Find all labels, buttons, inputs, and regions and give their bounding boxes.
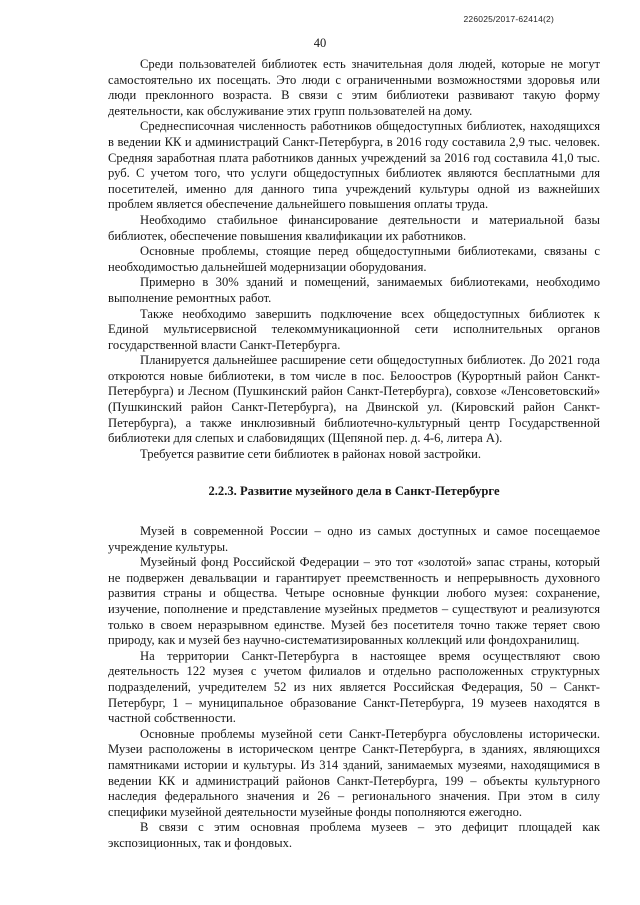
- paragraph: На территории Санкт-Петербурга в настоящее время осуществляют свою деятельность 122 музея с учетом филиалов и отдельно расположенных структурных подразделений, учредителем 52 из них является Российская Федерация, 50 – Санкт-Петербург, 1 – муниципальное образование Санкт-Петербурга, 19 музеев находятся в частной собственности.: [108, 648, 600, 726]
- libraries-section: [108, 57, 600, 462]
- paragraph: Планируется дальнейшее расширение сети общедоступных библиотек. До 2021 года откроются новые библиотеки, в том числе в пос. Белоостров (Курортный район Санкт-Петербурга) и Лесном (Пушкинский район Санкт-Петербурга), совхозе «Ленсоветовский» (Пушкинский район Санкт-Петербурга), на Двинской ул. (Кировский район Санкт-Петербурга), а также инклюзивный библиотечно-культурный центр Государственной библиотеки для слепых и слабовидящих (Щепяной пер. д. 4-6, литера А).: [108, 353, 600, 446]
- paragraph: Музейный фонд Российской Федерации – это тот «золотой» запас страны, который не подвержен девальвации и гарантирует преемственность и непрерывность духовного развития страны и общества. Четыре основные функции любого музея: сохранение, изучение, пополнение и представление музейных предметов – существуют и реализуются только в своем неразрывном единстве. Музей без посетителя точно также теряет свою природу, как и музей без научно-систематизированных коллекций или фондохранилищ.: [108, 555, 600, 648]
- paragraph: Примерно в 30% зданий и помещений, занимаемых библиотеками, необходимо выполнение ремонтных работ.: [108, 275, 600, 305]
- paragraph: Музей в современной России – одно из самых доступных и самое посещаемое учреждение культуры.: [108, 524, 600, 554]
- paragraph: Среднесписочная численность работников общедоступных библиотек, находящихся в ведении КК и администраций Санкт-Петербурга, в 2016 году составила 2,9 тыс. человек. Средняя заработная плата работников данных учреждений за 2016 год составила 41,0 тыс. руб. С учетом того, что услуги общедоступных библиотек являются бесплатными для посетителей, именно для данного типа учреждений культуры одной из важнейших проблем является обеспечение дальнейшего повышения оплаты труда.: [108, 119, 600, 212]
- page-content: [108, 57, 600, 852]
- section-heading: 2.2.3. Развитие музейного дела в Санкт-Петербурге: [208, 484, 500, 499]
- paragraph: Требуется развитие сети библиотек в районах новой застройки.: [140, 446, 481, 461]
- paragraph: Также необходимо завершить подключение всех общедоступных библиотек к Единой мультисервисной телекоммуникационной сети исполнительных органов государственной власти Санкт-Петербурга.: [108, 306, 600, 352]
- paragraph: В связи с этим основная проблема музеев – это дефицит площадей как экспозиционных, так и фондовых.: [108, 820, 600, 850]
- page-number: 40: [313, 36, 327, 50]
- paragraph: Среди пользователей библиотек есть значительная доля людей, которые не могут самостоятельно их посещать. Это люди с ограниченными возможностями здоровья или люди преклонного возраста. В связи с этим библиотеки развивают такую форму деятельности, как обслуживание этих групп пользователей на дому.: [108, 57, 600, 118]
- paragraph: Необходимо стабильное финансирование деятельности и материальной базы библиотек, обеспечение повышения квалификации их работников.: [108, 212, 600, 243]
- paragraph: Основные проблемы музейной сети Санкт-Петербурга обусловлены исторически. Музеи расположены в историческом центре Санкт-Петербурга, в зданиях, являющихся памятниками истории и культуры. Из 314 зданий, занимаемых музеями, находящимися в ведении КК и администраций районов Санкт-Петербурга, 199 – объекты культурного наследия федерального значения и 26 – регионального значения. При этом в силу специфики музейной деятельности музейные фонды пополняются ежегодно.: [108, 726, 600, 819]
- museums-section: [108, 524, 600, 851]
- document-id: 226025/2017-62414(2): [463, 14, 554, 24]
- paragraph: Основные проблемы, стоящие перед общедоступными библиотеками, связаны с необходимостью дальнейшей модернизации оборудования.: [108, 244, 600, 274]
